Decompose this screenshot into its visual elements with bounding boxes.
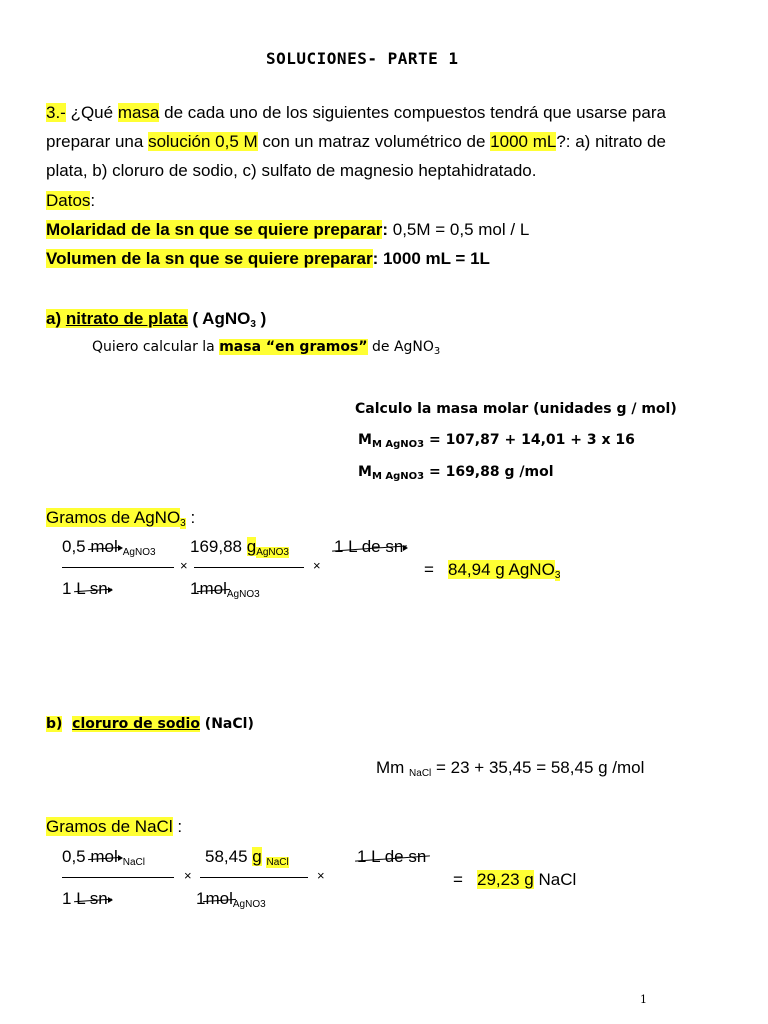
- page-number: 1: [640, 993, 647, 1006]
- fraction-b3-numerator: 1 L de sn: [357, 842, 426, 871]
- fraction-b1-denominator: 1 L sn: [62, 884, 113, 913]
- fraction-a1-numerator: 0,5 mol $_{AgNO3}$: [62, 532, 156, 567]
- equals-sign: =: [453, 870, 463, 889]
- fraction-a3-numerator: 1 L de sn: [334, 532, 408, 561]
- result-agno3: 84,94 g AgNO$_3$: [448, 560, 561, 581]
- volumen-highlight: 1000 mL: [490, 132, 557, 151]
- molar-mass-nacl: Mm $_{NaCl}$ = 23 + 35,45 = 58,45 g /mol: [376, 758, 645, 779]
- problem-line-1: 3.- ¿Qué masa de cada uno de los siguientes compuestos tendrá que usarse para: [46, 103, 666, 122]
- times-sign: ×: [313, 558, 321, 573]
- fraction-b2-numerator: 58,45 g $_{NaCl}$: [205, 847, 289, 868]
- equals-sign: =: [424, 560, 434, 579]
- molaridad-line: Molaridad de la sn que se quiere preparar: 0,5M = 0,5 mol / L: [46, 220, 530, 239]
- times-sign: ×: [184, 868, 192, 883]
- fraction-line: [194, 567, 304, 568]
- fraction-line: [62, 877, 174, 878]
- molar-mass-line-1: $M_{M AgNO3} = 107,87 + 14,01 + 3$ x 16: [358, 432, 635, 450]
- gramos-agno3-heading: Gramos de AgNO$_3$ :: [46, 508, 196, 529]
- quiero-line: Quiero calcular la masa “en gramos” de AgNO$_3$: [92, 339, 441, 357]
- calc-title: Calculo la masa molar (unidades g / mol): [355, 401, 677, 417]
- fraction-line: [200, 877, 308, 878]
- solucion-highlight: solución 0,5 M: [148, 132, 258, 151]
- molar-mass-line-2: $M_{M AgNO3} = 169,88$ g /mol: [358, 464, 554, 482]
- times-sign: ×: [180, 558, 188, 573]
- gramos-nacl-heading: Gramos de NaCl :: [46, 817, 183, 836]
- datos-heading: Datos:: [46, 191, 96, 210]
- section-b-heading: b) cloruro de sodio (NaCl): [46, 716, 254, 732]
- fraction-b2-denominator: 1mol$_{AgNO3}$: [196, 884, 266, 919]
- masa-highlight: masa: [117, 103, 160, 122]
- volumen-line: Volumen de la sn que se quiere preparar: 1000 mL = 1L: [46, 249, 490, 268]
- fraction-b1-numerator: 0,5 mol $_{NaCl}$: [62, 842, 145, 877]
- page-title: SOLUCIONES- PARTE 1: [266, 49, 459, 68]
- fraction-a2-numerator: 169,88 $g_{AgNO3}$: [190, 537, 289, 558]
- result-nacl: 29,23 g NaCl: [477, 870, 577, 889]
- fraction-a2-denominator: 1mol$_{AgNO3}$: [190, 574, 260, 609]
- problem-line-3: plata, b) cloruro de sodio, c) sulfato de magnesio heptahidratado.: [46, 161, 537, 180]
- fraction-line: [62, 567, 174, 568]
- problem-line-2: preparar una solución 0,5 M con un matraz volumétrico de 1000 mL?: a) nitrato de: [46, 132, 666, 151]
- problem-number: 3.-: [46, 103, 66, 122]
- fraction-a1-denominator: 1 L sn: [62, 574, 113, 603]
- section-a-heading: a) nitrato de plata ( AgNO$_3$ ): [46, 309, 267, 330]
- times-sign: ×: [317, 868, 325, 883]
